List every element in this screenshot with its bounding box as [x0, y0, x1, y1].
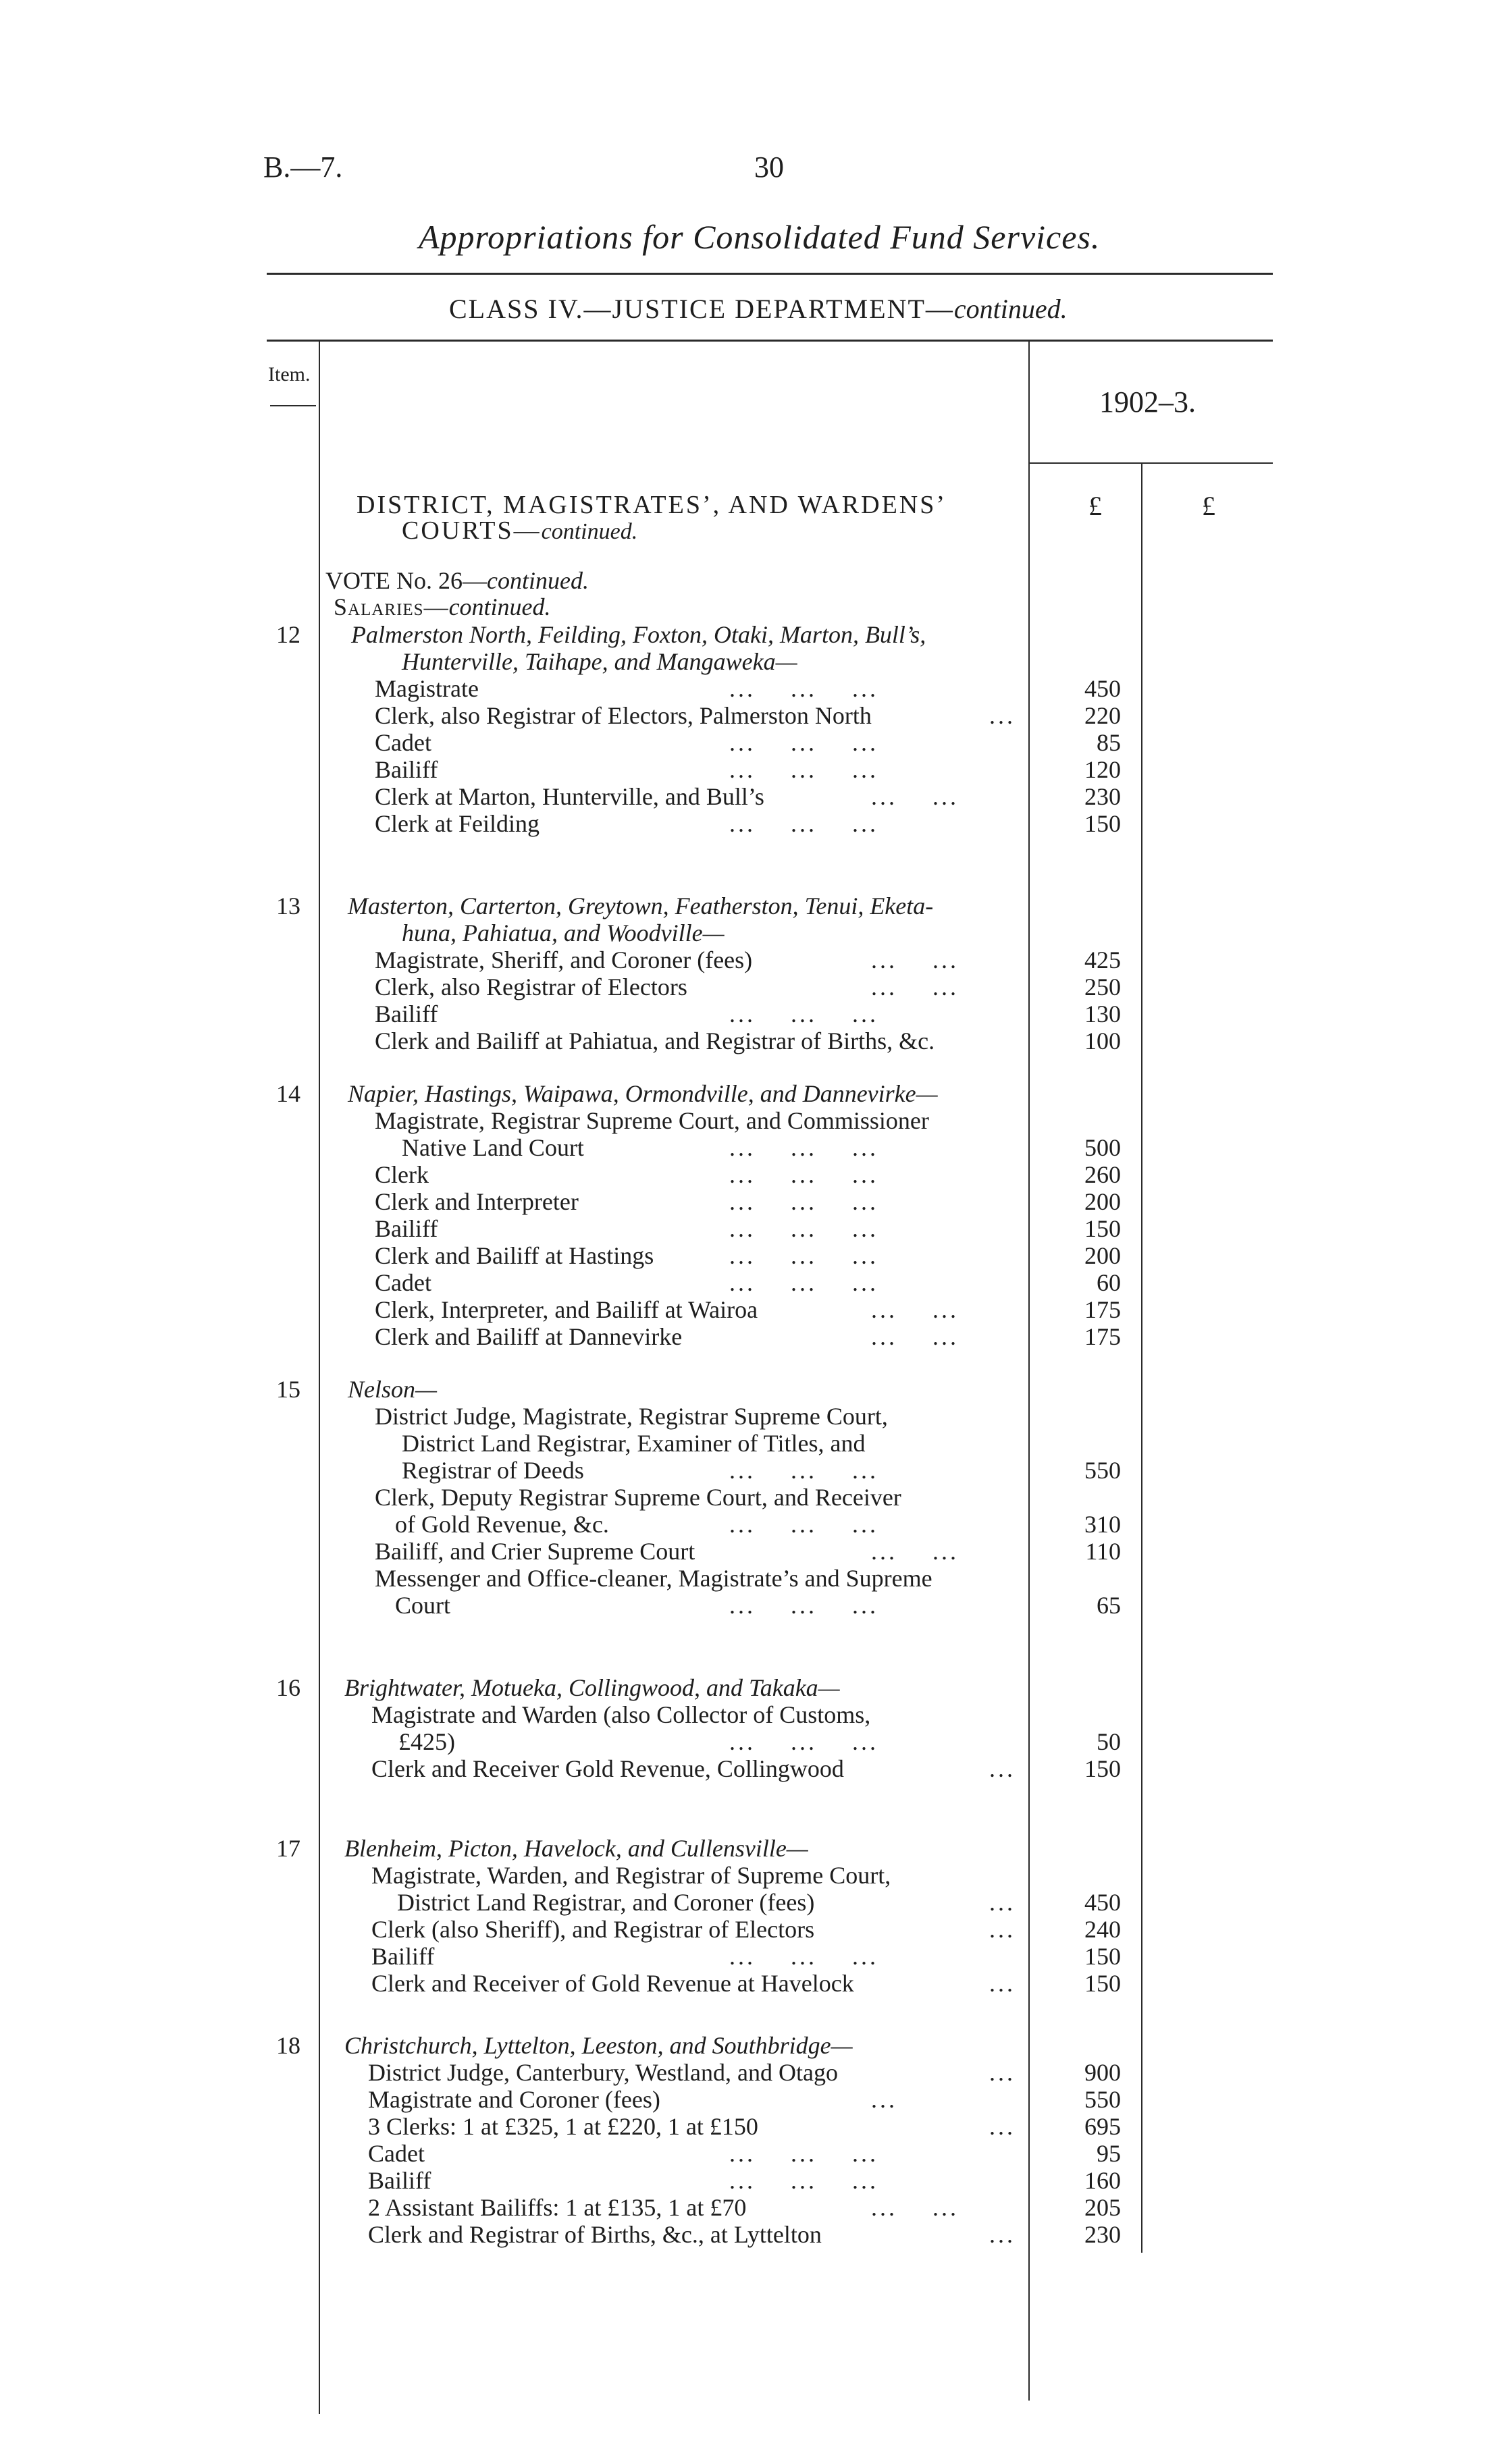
leader-dots: ... ...: [871, 1538, 959, 1565]
item-15-line-4b: Court: [395, 1592, 451, 1619]
page-title: Appropriations for Consolidated Fund Services.: [419, 218, 1101, 256]
leader-dots: ...: [989, 1916, 1016, 1943]
line-label: Bailiff: [375, 1215, 438, 1242]
line-label: Clerk, Interpreter, and Bailiff at Wairoa: [375, 1296, 758, 1323]
item-15-line-2b: of Gold Revenue, &c.: [395, 1511, 609, 1538]
item-14-line-magistrate: Magistrate, Registrar Supreme Court, and Commissioner: [375, 1107, 929, 1134]
line-label: Clerk and Registrar of Births, &c., at Lyttelton: [368, 2221, 822, 2248]
line-label: Bailiff: [368, 2167, 431, 2194]
line-label: Clerk at Feilding: [375, 810, 540, 837]
item-13-heading-cont: huna, Pahiatua, and Woodville—: [402, 919, 725, 946]
leader-dots: ... ...: [871, 2194, 959, 2221]
line-label: District Judge, Canterbury, Westland, and Otago: [368, 2059, 838, 2086]
vote-heading: [325, 567, 589, 594]
line-label: Cadet: [375, 729, 431, 756]
line-label: 2 Assistant Bailiffs: 1 at £135, 1 at £70: [368, 2194, 747, 2221]
item-15-line-2a: Clerk, Deputy Registrar Supreme Court, and Receiver: [375, 1484, 901, 1511]
item-number-12: 12: [276, 621, 300, 648]
item-number-15: 15: [276, 1376, 300, 1403]
item-16-line-2: Clerk and Receiver Gold Revenue, Collingwood: [371, 1755, 844, 1782]
leader-dots: ...: [989, 1970, 1016, 1997]
line-label: Clerk and Bailiff at Pahiatua, and Registrar of Births, &c.: [375, 1027, 935, 1054]
section-title: DISTRICT, MAGISTRATES’, AND WARDENS’: [357, 491, 947, 519]
section-title-courts: COURTS—: [402, 516, 542, 545]
leader-dots: ... ...: [871, 1296, 959, 1323]
leader-dots: ...: [989, 702, 1016, 729]
item-column-rule: [319, 342, 320, 2414]
line-label: Cadet: [368, 2140, 425, 2167]
item-17-amount-1: 450: [1084, 1889, 1121, 1916]
item-12-heading: Palmerston North, Feilding, Foxton, Otaki, Marton, Bull’s,: [351, 621, 926, 648]
item-number-18: 18: [276, 2032, 300, 2059]
class-heading-continued: continued.: [953, 294, 1068, 324]
item-16-heading: Brightwater, Motueka, Collingwood, and Takaka—: [344, 1674, 840, 1701]
line-amount: 205: [1084, 2194, 1121, 2221]
item-number-14: 14: [276, 1080, 300, 1107]
section-continued: continued.: [541, 519, 638, 544]
line-amount: 425: [1084, 946, 1121, 973]
item-17-line-3: Bailiff: [371, 1943, 435, 1970]
item-15-amount-4: 65: [1097, 1592, 1121, 1619]
leader-dots: ... ... ...: [729, 1943, 878, 1970]
year-header-rule: [1028, 462, 1273, 464]
leader-dots: ... ... ...: [729, 1000, 878, 1027]
line-label: Cadet: [375, 1269, 431, 1296]
leader-dots: ... ... ...: [729, 756, 878, 783]
line-amount: 200: [1084, 1242, 1121, 1269]
line-amount: 100: [1084, 1027, 1121, 1054]
leader-dots: ... ...: [871, 783, 959, 810]
line-amount: 160: [1084, 2167, 1121, 2194]
item-17-heading: Blenheim, Picton, Havelock, and Cullensville—: [344, 1835, 808, 1862]
line-label: 3 Clerks: 1 at £325, 1 at £220, 1 at £150: [368, 2113, 758, 2140]
amount-column-rule-mid: [1141, 464, 1142, 2253]
item-18-heading: Christchurch, Lyttelton, Leeston, and Southbridge—: [344, 2032, 853, 2059]
line-amount: 500: [1084, 1134, 1121, 1161]
line-label: Clerk and Interpreter: [375, 1188, 579, 1215]
line-label: Clerk and Bailiff at Dannevirke: [375, 1323, 683, 1350]
year-column-header: 1902–3.: [1099, 385, 1196, 419]
leader-dots: ... ... ...: [729, 810, 878, 837]
leader-dots: ... ... ...: [729, 1215, 878, 1242]
item-15-line-1c: Registrar of Deeds: [402, 1457, 584, 1484]
line-amount: 550: [1084, 2086, 1121, 2113]
item-16-line-1b: £425): [398, 1728, 455, 1755]
line-amount: 200: [1084, 1188, 1121, 1215]
leader-dots: ... ... ...: [729, 1592, 878, 1619]
item-15-line-1a: District Judge, Magistrate, Registrar Supreme Court,: [375, 1403, 888, 1430]
item-16-amount-1: 50: [1097, 1728, 1121, 1755]
leader-dots: ...: [989, 2221, 1016, 2248]
title-rule: [267, 273, 1273, 275]
item-13-heading: Masterton, Carterton, Greytown, Featherston, Tenui, Eketa-: [348, 892, 934, 919]
leader-dots: ... ... ...: [729, 1728, 878, 1755]
line-amount: 120: [1084, 756, 1121, 783]
line-amount: 150: [1084, 1215, 1121, 1242]
item-number-13: 13: [276, 892, 300, 919]
line-amount: 230: [1084, 783, 1121, 810]
section-title-line-2: [402, 516, 637, 545]
leader-dots: ...: [989, 2113, 1016, 2140]
line-amount: 695: [1084, 2113, 1121, 2140]
item-17-amount-4: 150: [1084, 1970, 1121, 1997]
document-reference: B.—7.: [263, 151, 343, 184]
line-label: Magistrate and Coroner (fees): [368, 2086, 660, 2113]
item-column-header: Item.: [268, 363, 311, 385]
line-amount: 130: [1084, 1000, 1121, 1027]
leader-dots: ...: [989, 1889, 1016, 1916]
item-15-line-1b: District Land Registrar, Examiner of Titles, and: [402, 1430, 866, 1457]
item-12-heading-cont: Hunterville, Taihape, and Mangaweka—: [402, 648, 797, 675]
line-amount: 450: [1084, 675, 1121, 702]
line-amount: 95: [1097, 2140, 1121, 2167]
line-label: Magistrate, Sheriff, and Coroner (fees): [375, 946, 753, 973]
line-label: Clerk and Bailiff at Hastings: [375, 1242, 654, 1269]
line-label: Native Land Court: [402, 1134, 584, 1161]
line-label: Clerk, also Registrar of Electors: [375, 973, 687, 1000]
leader-dots: ... ... ...: [729, 675, 878, 702]
leader-dots: ... ... ...: [729, 1188, 878, 1215]
leader-dots: ...: [871, 2086, 897, 2113]
item-14-heading: Napier, Hastings, Waipawa, Ormondville, and Dannevirke—: [348, 1080, 938, 1107]
leader-dots: ... ... ...: [729, 1457, 878, 1484]
line-amount: 150: [1084, 810, 1121, 837]
item-17-amount-3: 150: [1084, 1943, 1121, 1970]
item-number-16: 16: [276, 1674, 300, 1701]
salaries-heading: [334, 593, 551, 620]
item-header-dash: [270, 405, 316, 406]
item-17-line-2: Clerk (also Sheriff), and Registrar of Electors: [371, 1916, 815, 1943]
item-15-heading: Nelson—: [348, 1376, 438, 1403]
item-15-amount-1: 550: [1084, 1457, 1121, 1484]
leader-dots: ... ... ...: [729, 1242, 878, 1269]
leader-dots: ... ... ...: [729, 1134, 878, 1161]
leader-dots: ... ... ...: [729, 1161, 878, 1188]
line-label: Bailiff: [375, 1000, 438, 1027]
item-16-amount-2: 150: [1084, 1755, 1121, 1782]
line-label: Bailiff: [375, 756, 438, 783]
leader-dots: ... ... ...: [729, 729, 878, 756]
leader-dots: ... ... ...: [729, 2167, 878, 2194]
item-17-line-4: Clerk and Receiver of Gold Revenue at Havelock: [371, 1970, 854, 1997]
line-amount: 60: [1097, 1269, 1121, 1296]
item-16-line-1a: Magistrate and Warden (also Collector of Customs,: [371, 1701, 871, 1728]
line-label: Magistrate: [375, 675, 479, 702]
line-amount: 250: [1084, 973, 1121, 1000]
leader-dots: ... ... ...: [729, 1269, 878, 1296]
item-15-amount-3: 110: [1085, 1538, 1121, 1565]
item-17-amount-2: 240: [1084, 1916, 1121, 1943]
leader-dots: ... ...: [871, 973, 959, 1000]
item-number-17: 17: [276, 1835, 300, 1862]
line-amount: 260: [1084, 1161, 1121, 1188]
line-amount: 175: [1084, 1323, 1121, 1350]
item-15-line-4a: Messenger and Office-cleaner, Magistrate’s and Supreme: [375, 1565, 932, 1592]
leader-dots: ... ... ...: [729, 2140, 878, 2167]
salaries-label: Salaries—: [334, 593, 449, 620]
vote-label: VOTE No. 26—: [325, 567, 487, 594]
line-label: Clerk at Marton, Hunterville, and Bull’s: [375, 783, 764, 810]
item-15-amount-2: 310: [1084, 1511, 1121, 1538]
leader-dots: ... ...: [871, 946, 959, 973]
item-17-line-1a: Magistrate, Warden, and Registrar of Supreme Court,: [371, 1862, 891, 1889]
salaries-continued: continued.: [448, 593, 551, 620]
class-heading: [449, 293, 1068, 325]
leader-dots: ... ...: [871, 1323, 959, 1350]
page-number: 30: [754, 151, 784, 184]
line-amount: 220: [1084, 702, 1121, 729]
line-amount: 230: [1084, 2221, 1121, 2248]
leader-dots: ...: [989, 1755, 1016, 1782]
currency-header-2: £: [1202, 491, 1215, 521]
currency-header-1: £: [1088, 491, 1102, 521]
class-heading-text: CLASS IV.—JUSTICE DEPARTMENT—: [449, 294, 954, 324]
line-amount: 175: [1084, 1296, 1121, 1323]
line-amount: 85: [1097, 729, 1121, 756]
line-amount: 900: [1084, 2059, 1121, 2086]
item-17-line-1b: District Land Registrar, and Coroner (fees): [397, 1889, 815, 1916]
leader-dots: ... ... ...: [729, 1511, 878, 1538]
table-top-rule: [267, 340, 1273, 342]
leader-dots: ...: [989, 2059, 1016, 2086]
item-15-line-3: Bailiff, and Crier Supreme Court: [375, 1538, 695, 1565]
vote-continued: continued.: [486, 567, 589, 594]
line-label: Clerk: [375, 1161, 429, 1188]
line-label: Clerk, also Registrar of Electors, Palmerston North: [375, 702, 872, 729]
